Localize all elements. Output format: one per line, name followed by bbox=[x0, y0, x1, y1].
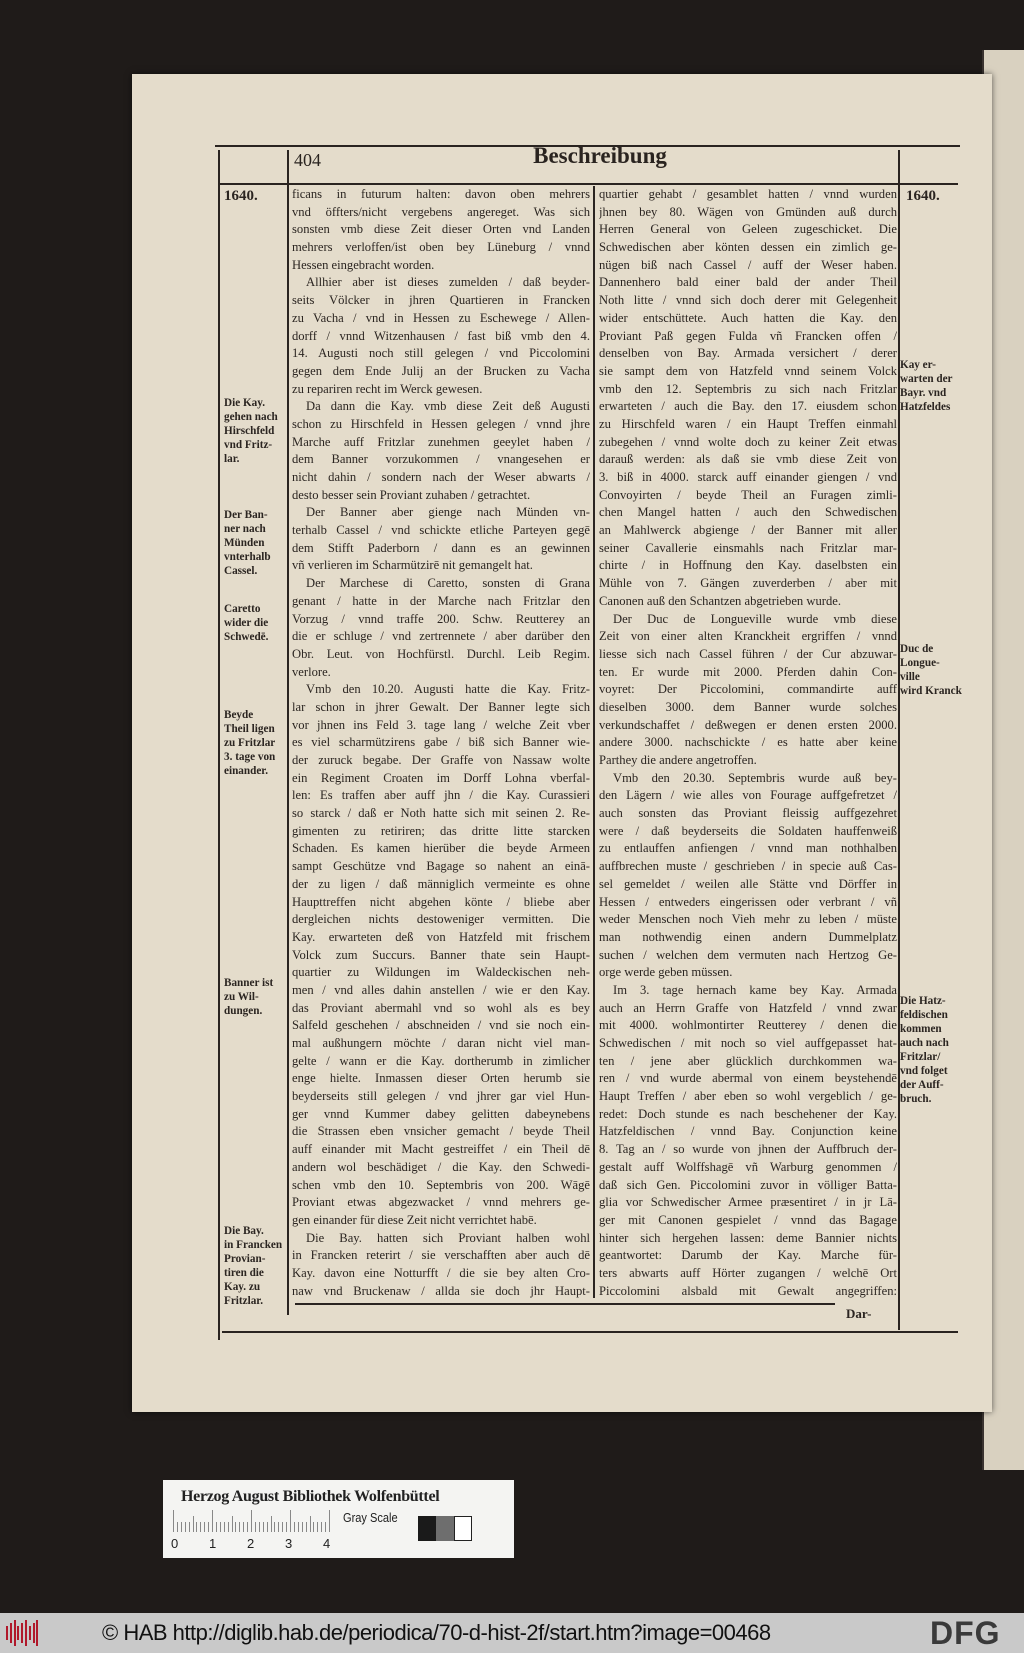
text-line: andere 3000. nachschickte / es hatte aber keine bbox=[599, 735, 897, 750]
text-line: an Mahlwerck abgienge / der Banner mit aller bbox=[599, 523, 897, 538]
ruler-number: 1 bbox=[209, 1536, 217, 1551]
ruler-tick bbox=[329, 1510, 330, 1532]
ruler-tick bbox=[185, 1522, 186, 1532]
margin-note bbox=[224, 1224, 282, 1308]
ruler-tick bbox=[239, 1522, 240, 1532]
gray-scale-label: Gray Scale bbox=[343, 1510, 398, 1525]
text-line: ren / vnd wurde abermal von einem beystehendē bbox=[599, 1071, 897, 1086]
text-line: wider entschüttete. Auch hatten die Kay. den bbox=[599, 310, 897, 325]
margin-note-line: Münden bbox=[224, 537, 265, 549]
ruler-tick bbox=[181, 1522, 182, 1532]
logo-bar bbox=[21, 1623, 23, 1643]
margin-note bbox=[900, 358, 953, 414]
text-line: erwarteten / auch die Bay. den 17. eiusdem schon bbox=[599, 399, 897, 414]
gray-swatch-mid bbox=[436, 1516, 454, 1541]
text-line: Allhier aber ist dieses zumelden / daß beyder- bbox=[306, 275, 590, 290]
text-line: auff einander mit Macht gestreiffet / ein Theil dē bbox=[292, 1142, 590, 1157]
ruler-tick bbox=[228, 1522, 229, 1532]
ruler-tick bbox=[235, 1522, 236, 1532]
text-line: der zuruck begabe. Der Graffe von Nassaw wolte bbox=[292, 753, 590, 767]
margin-note-line: Schwedē. bbox=[224, 631, 269, 643]
margin-note-line: Hirschfeld bbox=[224, 425, 275, 437]
margin-note-line: Bayr. vnd bbox=[900, 387, 947, 399]
ruler-tick bbox=[259, 1522, 260, 1532]
ruler-tick bbox=[208, 1522, 209, 1532]
ruler-tick bbox=[317, 1522, 318, 1532]
ruler-tick bbox=[200, 1522, 201, 1532]
text-line: die er schluge / vnd zertrennete / aber darüber den bbox=[292, 629, 590, 644]
text-line: chen Mangel hatten / auch den Schwedischen bbox=[599, 505, 897, 520]
text-line: seits Völcker in jhren Quartieren in Francken bbox=[292, 293, 590, 308]
text-line: vmb den 12. Septembris zu sich nach Fritzlar bbox=[599, 381, 897, 396]
text-line: lar schon in jhrer Gewalt. Der Banner legte sich bbox=[292, 699, 590, 714]
ruler-tick bbox=[255, 1522, 256, 1532]
text-line: mal außhungern möchte / daran nicht viel man- bbox=[292, 1036, 590, 1050]
margin-note-line: zu Fritzlar bbox=[224, 737, 276, 749]
text-line: gegen dem Ende Julij an der Brucken zu Vacha bbox=[292, 363, 590, 378]
margin-note bbox=[224, 508, 271, 578]
ruler-tick bbox=[313, 1522, 314, 1532]
ruler-tick bbox=[267, 1522, 268, 1532]
text-line: vor jhnen ins Feld 3. tage lang / welche Zeit vber bbox=[292, 717, 590, 732]
ruler-tick bbox=[216, 1522, 217, 1532]
ruler-tick bbox=[278, 1522, 279, 1532]
margin-note-line: kommen bbox=[900, 1023, 942, 1035]
text-line: weder Menschen noch Vieh mehr zu leben / müste bbox=[599, 912, 897, 927]
text-line: zu entlauffen anfiengen / vnnd man nothhalben bbox=[599, 841, 897, 856]
ruler-tick bbox=[321, 1522, 322, 1532]
ruler-tick bbox=[325, 1522, 326, 1532]
text-line: Dannenhero bald einer bald der ander Theil bbox=[599, 275, 897, 290]
ruler-tick bbox=[306, 1522, 307, 1532]
text-line: Canonen auß den Schantzen abgetrieben wurde. bbox=[599, 593, 841, 608]
year-right: 1640. bbox=[906, 188, 940, 204]
text-line: Schwedischen aber könten dessen ein zimlich ge- bbox=[599, 240, 897, 255]
ruler-tick bbox=[224, 1522, 225, 1532]
margin-note-line: ville bbox=[900, 671, 920, 683]
text-line: ten. Er wurde mit 2000. Pferden dahin Con- bbox=[599, 664, 897, 679]
margin-note-line: wider die bbox=[224, 617, 269, 629]
text-line: chirte / in Hoffnung den Kay. daselbsten ein bbox=[599, 558, 897, 573]
text-line: so starck / daß er Noth hatte sich mit seinen 2. Re- bbox=[292, 806, 590, 821]
margin-note-line: in Francken bbox=[224, 1239, 283, 1251]
text-line: sel gemeldet / weilen alle Stätte vnd Dörffer in bbox=[599, 876, 897, 891]
margin-note-line: der Auff- bbox=[900, 1079, 944, 1091]
text-line: Mühle von 7. Gängen zuverderben / aber mit bbox=[599, 576, 897, 591]
margin-note-line: Cassel. bbox=[224, 565, 258, 577]
scale-card bbox=[163, 1480, 514, 1558]
text-line: gen einander für diese Zeit nicht verrichtet habē. bbox=[292, 1212, 537, 1227]
gray-swatch-black bbox=[418, 1516, 436, 1541]
ruler-tick bbox=[302, 1522, 303, 1532]
text-line: naw vnd Bruckenaw / allda sie doch jhr Haupt- bbox=[292, 1283, 590, 1298]
text-line: mit 4000. wohlmontirter Reutterey / denen die bbox=[599, 1018, 897, 1033]
logo-bar bbox=[29, 1626, 31, 1640]
margin-note-line: zu Wil- bbox=[224, 991, 259, 1003]
text-line: die Strassen eben vnsicher gemacht / beyde Theil bbox=[292, 1124, 590, 1139]
margin-note-line: feldischen bbox=[900, 1009, 948, 1021]
logo-bar bbox=[17, 1626, 19, 1640]
text-line: quartier gehabt / gesamblet hatten / vnnd wurden bbox=[599, 187, 897, 201]
margin-note-line: dungen. bbox=[224, 1005, 263, 1017]
text-line: es viel scharmützirens gabe / biß sich Banner wie- bbox=[292, 735, 590, 750]
ruler-tick bbox=[212, 1510, 213, 1532]
ruler-tick bbox=[243, 1522, 244, 1532]
text-line: genant / hatte in der Marche nach Fritzlar den bbox=[292, 593, 590, 608]
text-line: glia vor Schwedischer Armee præsentiret / in jr Lā- bbox=[599, 1195, 897, 1210]
margin-note-line: lar. bbox=[224, 453, 240, 465]
text-line: dem Stifft Paderborn / dann es an gewinnen bbox=[292, 540, 590, 555]
text-line: ger mit Canonen gespielet / vnnd das Bagage bbox=[599, 1212, 897, 1227]
text-line: Convoyirten / beyde Theil an Furagen zimli- bbox=[599, 487, 897, 502]
text-bottom-rule bbox=[295, 1303, 835, 1305]
text-line: ficans in futurum halten: davon oben mehrers bbox=[292, 187, 590, 201]
margin-note-line: Caretto bbox=[224, 603, 261, 615]
ruler-tick bbox=[177, 1522, 178, 1532]
margin-note bbox=[224, 396, 278, 466]
margin-note-line: Die Bay. bbox=[224, 1225, 264, 1237]
margin-note-line: Duc de bbox=[900, 643, 934, 655]
text-line: Kay. davon eine Notturfft / die sie bey alten Cro- bbox=[292, 1265, 590, 1280]
dfg-logo: DFG bbox=[930, 1615, 1001, 1651]
gray-swatch-white bbox=[454, 1516, 472, 1541]
margin-note-line: vnterhalb bbox=[224, 551, 271, 563]
ruler-tick bbox=[251, 1510, 252, 1532]
text-line: gimenten zu retiriren; das dritte litte starcken bbox=[292, 823, 590, 838]
ruler-number: 0 bbox=[171, 1536, 179, 1551]
text-line: Piccolomini alsbald mit Gewalt angegriffen: bbox=[599, 1283, 897, 1298]
margin-note-line: Hatzfeldes bbox=[900, 401, 951, 413]
text-line: jhnen bey 80. Wägen von Gmünden auß durch bbox=[599, 204, 897, 219]
text-line: auch an Herrn Graffe von Hatzfeld / vnnd zwar bbox=[599, 1000, 897, 1015]
text-column-right bbox=[599, 186, 897, 1300]
text-line: auffbrechen muste / geschrieben / in specie auß Cas- bbox=[599, 859, 897, 874]
ruler-tick bbox=[274, 1522, 275, 1532]
margin-note-line: 3. tage von bbox=[224, 751, 276, 763]
ruler-scale bbox=[173, 1510, 339, 1532]
logo-bar bbox=[6, 1626, 8, 1640]
text-line: terhalb Cassel / vnd schickte etliche Parteyen gegē bbox=[292, 523, 590, 538]
text-line: enge hielte. Inmassen dieser Orten herumb sie bbox=[292, 1071, 590, 1086]
text-line: Herren General von Geleen zugeschicket. Die bbox=[599, 222, 897, 237]
ruler-tick bbox=[290, 1510, 291, 1532]
text-line: gestalt auff Wolffshagē vñ Warburg genommen / bbox=[599, 1159, 897, 1174]
page-bottom-rule bbox=[222, 1331, 958, 1333]
margin-note-line: Fritzlar. bbox=[224, 1295, 264, 1307]
ruler-tick bbox=[263, 1522, 264, 1532]
margin-note-line: tiren die bbox=[224, 1267, 264, 1279]
text-line: Da dann die Kay. vmb diese Zeit deß Augusti bbox=[306, 399, 590, 414]
text-line: denselben von Bay. Armada versichert / derer bbox=[599, 346, 897, 361]
text-line: ger vnnd Kummer dabey gelitten dabeynebens bbox=[292, 1106, 590, 1121]
margin-note-line: Kay er- bbox=[900, 359, 936, 371]
text-line: Die Bay. hatten sich Proviant halben wohl bbox=[306, 1230, 590, 1245]
text-column-left bbox=[292, 186, 590, 1300]
margin-note-line: Der Ban- bbox=[224, 509, 268, 521]
margin-note-line: auch nach bbox=[900, 1037, 949, 1049]
text-line: Salfeld geschehen / abschneiden / vnd sie noch ein- bbox=[292, 1018, 590, 1033]
ruler-tick bbox=[204, 1522, 205, 1532]
text-line: darauß werden: als daß sie vmb diese Zeit von bbox=[599, 452, 897, 467]
ruler-tick bbox=[232, 1516, 233, 1532]
text-line: men / vnd alles dahin anstellen / wie er den Kay. bbox=[292, 982, 590, 997]
margin-note-line: Longue- bbox=[900, 657, 940, 669]
text-line: Hessen eingebracht worden. bbox=[292, 257, 435, 272]
text-line: gelte / wann er die Kay. dortherumb in zimlicher bbox=[292, 1053, 590, 1068]
text-line: sie sampt dem von Hatzfeld vnnd seinem Volck bbox=[599, 363, 897, 378]
margin-note-line: vnd folget bbox=[900, 1065, 948, 1077]
text-line: man nothwendig einen andern Dummelplatz bbox=[599, 929, 897, 944]
text-line: nügen biß nach Cassel / auff der Weser haben. bbox=[599, 257, 897, 272]
margin-note-line: Kay. zu bbox=[224, 1281, 261, 1293]
text-line: Noth litte / vnnd sich doch derer mit Gelegenheit bbox=[599, 293, 897, 308]
text-line: quartier zu Wildungen im Waldeckischen neh- bbox=[292, 965, 590, 980]
text-line: Vorzug / vnnd traffe 200. Schw. Reutterey an bbox=[292, 611, 590, 626]
logo-bar bbox=[14, 1620, 16, 1646]
margin-note bbox=[900, 642, 962, 698]
margin-note-line: Die Hatz- bbox=[900, 995, 946, 1007]
text-line: dem Banner vorzukommen / vnangesehen er bbox=[292, 452, 590, 467]
ruler-tick bbox=[271, 1516, 272, 1532]
margin-note-line: Theil ligen bbox=[224, 723, 275, 735]
margin-note bbox=[900, 994, 949, 1106]
text-line: 3. biß in 4000. starck auff einander giengen / vnd bbox=[599, 470, 897, 484]
logo-bar bbox=[33, 1623, 35, 1643]
text-line: len: Es traffen aber auff jhn / die Kay. Curassieri bbox=[292, 788, 590, 803]
ruler-tick bbox=[286, 1522, 287, 1532]
margin-note-line: wird Kranck bbox=[900, 685, 962, 697]
ruler-numbers bbox=[171, 1536, 351, 1552]
column-right-rule bbox=[898, 150, 900, 1330]
text-line: schen vmb den 10. Septembris von 200. Wāgē bbox=[292, 1177, 590, 1192]
text-line: ters abwarts auff Hörter zugangen / welchē Ort bbox=[599, 1265, 897, 1280]
running-title: Beschreibung bbox=[533, 143, 667, 168]
margin-note bbox=[224, 976, 273, 1018]
margin-note-line: gehen nach bbox=[224, 411, 278, 423]
text-line: Schwedischen / mit noch so viel auffgepasset hat- bbox=[599, 1036, 897, 1050]
ruler-number: 3 bbox=[285, 1536, 293, 1551]
text-line: nicht dahin / sondern nach der Weser abwarts / bbox=[292, 470, 590, 484]
margin-note-line: ner nach bbox=[224, 523, 266, 535]
text-line: were / daß beyderseits die Soldaten hauffenweiß bbox=[599, 823, 897, 838]
text-line: Haupt Treffen / aber eben so wohl vergeblich / ge- bbox=[599, 1089, 897, 1104]
text-line: Hatzfeldischen / vnnd Bay. Conjunction keine bbox=[599, 1124, 897, 1139]
text-line: sonsten vmb diese Zeit dieser Orten vnd Landen bbox=[292, 222, 590, 237]
text-line: redet: Doch stunde es nach beschehener der Kay. bbox=[599, 1106, 897, 1121]
year-left: 1640. bbox=[224, 188, 258, 204]
text-line: beyderseits still gelegen / vnd jhrer gar viel Hun- bbox=[292, 1089, 590, 1104]
header-rule bbox=[218, 183, 958, 185]
text-line: sampt Geschütze vnd Bagage so nahent an einā- bbox=[292, 859, 590, 874]
text-line: Schaden. Es kamen hierüber die beyde Armeen bbox=[292, 841, 590, 856]
ruler-tick bbox=[196, 1522, 197, 1532]
text-line: hinter sich hergehen lassen: deme Bannier nichts bbox=[599, 1230, 897, 1245]
ruler-tick bbox=[294, 1522, 295, 1532]
text-line: Proviant etwas abgezwacket / vnnd mehrers ge- bbox=[292, 1195, 590, 1210]
text-line: seiner Cavallerie einsmahls nach Fritzlar mar- bbox=[599, 540, 897, 555]
ruler-tick bbox=[173, 1510, 174, 1532]
text-line: Marche auff Fritzlar zunehmen geeylet haben / bbox=[292, 434, 590, 449]
text-line: mehrers verloffen/ist oben bey Lüneburg / vnnd bbox=[292, 240, 590, 255]
text-line: verlore. bbox=[292, 664, 331, 679]
text-line: Der Marchese di Caretto, sonsten di Grana bbox=[306, 576, 590, 591]
text-line: liesse sich nach Cassel führen / der Cur abzuwar- bbox=[599, 646, 897, 661]
text-line: dorff / vnnd Witzenhausen / fast biß vmb den 4. bbox=[292, 328, 590, 343]
margin-left-rule bbox=[218, 150, 220, 1340]
margin-note-line: bruch. bbox=[900, 1093, 932, 1105]
text-line: Volck zum Succurs. Banner thate sein Haupt- bbox=[292, 947, 590, 962]
hab-logo-icon bbox=[6, 1619, 40, 1647]
text-line: desto besser sein Proviant zuhaben / getrachtet. bbox=[292, 487, 531, 502]
text-line: Kay. erwarteten deß von Hatzfeld mit frischem bbox=[292, 929, 590, 944]
margin-note-line: Banner ist bbox=[224, 977, 274, 989]
catchword: Dar- bbox=[846, 1306, 872, 1321]
text-line: Der Duc de Longueville wurde vmb diese bbox=[613, 611, 897, 626]
margin-note-line: Die Kay. bbox=[224, 397, 266, 409]
ruler-tick bbox=[247, 1522, 248, 1532]
text-line: schon zu Hirschfeld in Hessen gelegen / vnnd jhre bbox=[292, 416, 590, 431]
footer-bar bbox=[0, 1613, 1024, 1653]
text-line: zu Vacha / vnd in Hessen zu Eschewege / Allen- bbox=[292, 310, 590, 325]
text-line: voyret: Der Piccolomini, commandirte auff bbox=[599, 682, 897, 697]
text-line: ten / jene aber glücklich durchkommen wa- bbox=[599, 1053, 897, 1068]
text-line: 14. Augusti noch still gelegen / vnd Piccolomini bbox=[292, 346, 590, 361]
ruler-tick bbox=[220, 1522, 221, 1532]
text-line: zubegehen / vnnd wolte doch zu keiner Zeit etwas bbox=[599, 434, 897, 449]
text-line: 8. Tag an / so wurde von jhnen der Auffbruch der- bbox=[599, 1142, 897, 1157]
text-line: der zu ligen / daß männiglich vermeinte es ohne bbox=[292, 876, 590, 891]
text-line: suchen / welchen dem vermuten nach Hertzog Ge- bbox=[599, 947, 897, 962]
text-line: Haupttreffen nicht abgehen könte / bliebe aber bbox=[292, 894, 590, 909]
margin-note-line: vnd Fritz- bbox=[224, 439, 273, 451]
ruler-tick bbox=[310, 1516, 311, 1532]
margin-note bbox=[224, 708, 275, 778]
text-line: auch sonsten das Proviant fleissig auffgezehret bbox=[599, 806, 897, 821]
text-line: Zeit von einer alten Kranckheit ergriffen / vnnd bbox=[599, 629, 897, 644]
page-number: 404 bbox=[294, 150, 321, 170]
text-line: ein Regiment Croaten im Dorff Lohna vberfal- bbox=[292, 770, 590, 785]
text-line: Im 3. tage hernach kame bey Kay. Armada bbox=[613, 982, 897, 997]
text-line: daß sich Gen. Piccolomini zuvor in völliger Batta- bbox=[599, 1177, 897, 1192]
margin-note-line: Beyde bbox=[224, 709, 254, 721]
logo-bar bbox=[10, 1623, 12, 1643]
text-line: andern wol beschädiget / die Kay. den Schwedi- bbox=[292, 1159, 590, 1174]
ruler-tick bbox=[298, 1522, 299, 1532]
text-line: das Proviant abermahl vnd so wohl als es bey bbox=[292, 1000, 590, 1015]
margin-note-line: einander. bbox=[224, 765, 269, 777]
text-line: in Francken reterirt / sie verschafften aber auch dē bbox=[292, 1248, 590, 1263]
text-line: Vmb den 10.20. Augusti hatte die Kay. Fritz- bbox=[306, 682, 590, 697]
text-line: Parthey die andere angetroffen. bbox=[599, 753, 757, 767]
text-line: den Lägern / wie alles von Fourage auffgefretzet / bbox=[599, 788, 897, 803]
text-line: zu Hirschfeld waren / ein Haupt Treffen einmahl bbox=[599, 416, 897, 431]
text-line: vñ verlieren im Scharmützirē nit gemangelt hat. bbox=[292, 558, 533, 573]
margin-note bbox=[224, 602, 268, 644]
ruler-tick bbox=[193, 1516, 194, 1532]
text-line: dieselben 3000. dem Banner wurde solches bbox=[599, 699, 897, 714]
text-line: orge werde geben müssen. bbox=[599, 965, 733, 980]
logo-bar bbox=[25, 1620, 27, 1646]
footer-credit-link[interactable]: © HAB http://diglib.hab.de/periodica/70-d-hist-2f/start.htm?image=00468 bbox=[102, 1620, 771, 1645]
text-line: Hessen / entweders eingerissen oder verbrant / vñ bbox=[599, 894, 897, 909]
text-line: verkundschaffet / deßwegen er denen ersten 2000. bbox=[599, 717, 897, 732]
text-line: Der Banner aber gienge nach Münden vn- bbox=[306, 505, 590, 520]
margin-note-line: Fritzlar/ bbox=[900, 1051, 941, 1063]
ruler-number: 2 bbox=[247, 1536, 255, 1551]
ruler-tick bbox=[282, 1522, 283, 1532]
text-line: zu repariren recht im Werck gewesen. bbox=[292, 381, 483, 396]
text-line: vnd öffters/nicht vergebens angereget. Was sich bbox=[292, 204, 590, 219]
text-line: dergleichen nichts destoweniger vermitten. Die bbox=[292, 912, 590, 927]
text-line: Vmb den 20.30. Septembris wurde auß bey- bbox=[613, 770, 897, 785]
ruler-tick bbox=[189, 1522, 190, 1532]
ruler-number: 4 bbox=[323, 1536, 331, 1551]
text-line: Obr. Leut. von Hochfürstl. Durchl. Leib Regim. bbox=[292, 646, 590, 661]
margin-note-line: warten der bbox=[900, 373, 953, 385]
library-name: Herzog August Bibliothek Wolfenbüttel bbox=[181, 1488, 440, 1505]
column-divider bbox=[593, 186, 595, 1298]
logo-bar bbox=[36, 1620, 38, 1646]
text-line: geantwortet: Darumb der Kay. Marche für- bbox=[599, 1248, 897, 1263]
text-line: Proviant Paß gegen Fulda vñ Francken offen / bbox=[599, 328, 897, 343]
column-left-rule bbox=[287, 150, 289, 1315]
margin-note-line: Provian- bbox=[224, 1253, 266, 1265]
